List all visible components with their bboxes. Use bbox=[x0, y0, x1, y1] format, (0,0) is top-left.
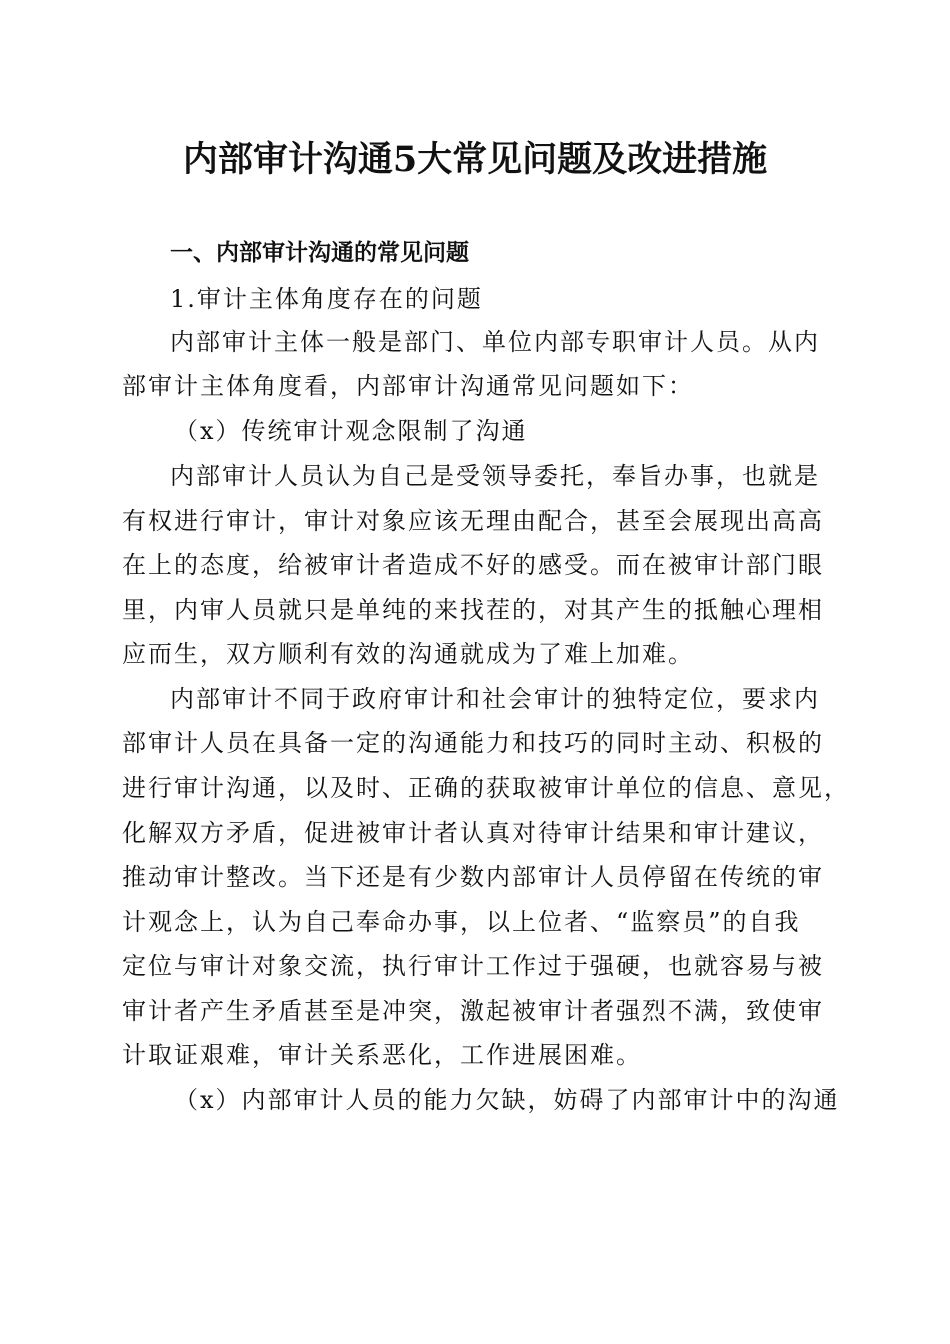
paragraph-line: 内部审计不同于政府审计和社会审计的独特定位，要求内 bbox=[170, 685, 820, 713]
paragraph-line: 部审计人员在具备一定的沟通能力和技巧的同时主动、积极的 bbox=[122, 729, 824, 757]
paragraph-line: 计取证艰难，审计关系恶化，工作进展困难。 bbox=[122, 1041, 642, 1069]
subsection-point: （x）传统审计观念限制了沟通 bbox=[174, 417, 528, 445]
paragraph-line: 化解双方矛盾，促进被审计者认真对待审计结果和审计建议， bbox=[122, 819, 824, 847]
paragraph-line: 计观念上，认为自己奉命办事，以上位者、“监察员”的自我 bbox=[122, 908, 801, 936]
section-heading: 一、内部审计沟通的常见问题 bbox=[170, 240, 469, 266]
paragraph-line: 部审计主体角度看，内部审计沟通常见问题如下： bbox=[122, 372, 694, 400]
paragraph-line: 审计者产生矛盾甚至是冲突，激起被审计者强烈不满，致使审 bbox=[122, 997, 824, 1025]
document-title: 内部审计沟通5大常见问题及改进措施 bbox=[182, 139, 768, 180]
subsection-heading: 1.审计主体角度存在的问题 bbox=[170, 285, 483, 313]
paragraph-line: 内部审计人员认为自己是受领导委托，奉旨办事，也就是 bbox=[170, 462, 820, 490]
paragraph-line: 进行审计沟通，以及时、正确的获取被审计单位的信息、意见， bbox=[122, 774, 850, 802]
subsection-point: （x）内部审计人员的能力欠缺，妨碍了内部审计中的沟通 bbox=[174, 1086, 840, 1114]
paragraph-line: 内部审计主体一般是部门、单位内部专职审计人员。从内 bbox=[170, 328, 820, 356]
paragraph-line: 应而生，双方顺利有效的沟通就成为了难上加难。 bbox=[122, 640, 694, 668]
paragraph-line: 定位与审计对象交流，执行审计工作过于强硬，也就容易与被 bbox=[122, 952, 824, 980]
paragraph-line: 推动审计整改。当下还是有少数内部审计人员停留在传统的审 bbox=[122, 863, 824, 891]
paragraph-line: 在上的态度，给被审计者造成不好的感受。而在被审计部门眼 bbox=[122, 551, 824, 579]
paragraph-line: 有权进行审计，审计对象应该无理由配合，甚至会展现出高高 bbox=[122, 507, 824, 535]
paragraph-line: 里，内审人员就只是单纯的来找茬的，对其产生的抵触心理相 bbox=[122, 596, 824, 624]
